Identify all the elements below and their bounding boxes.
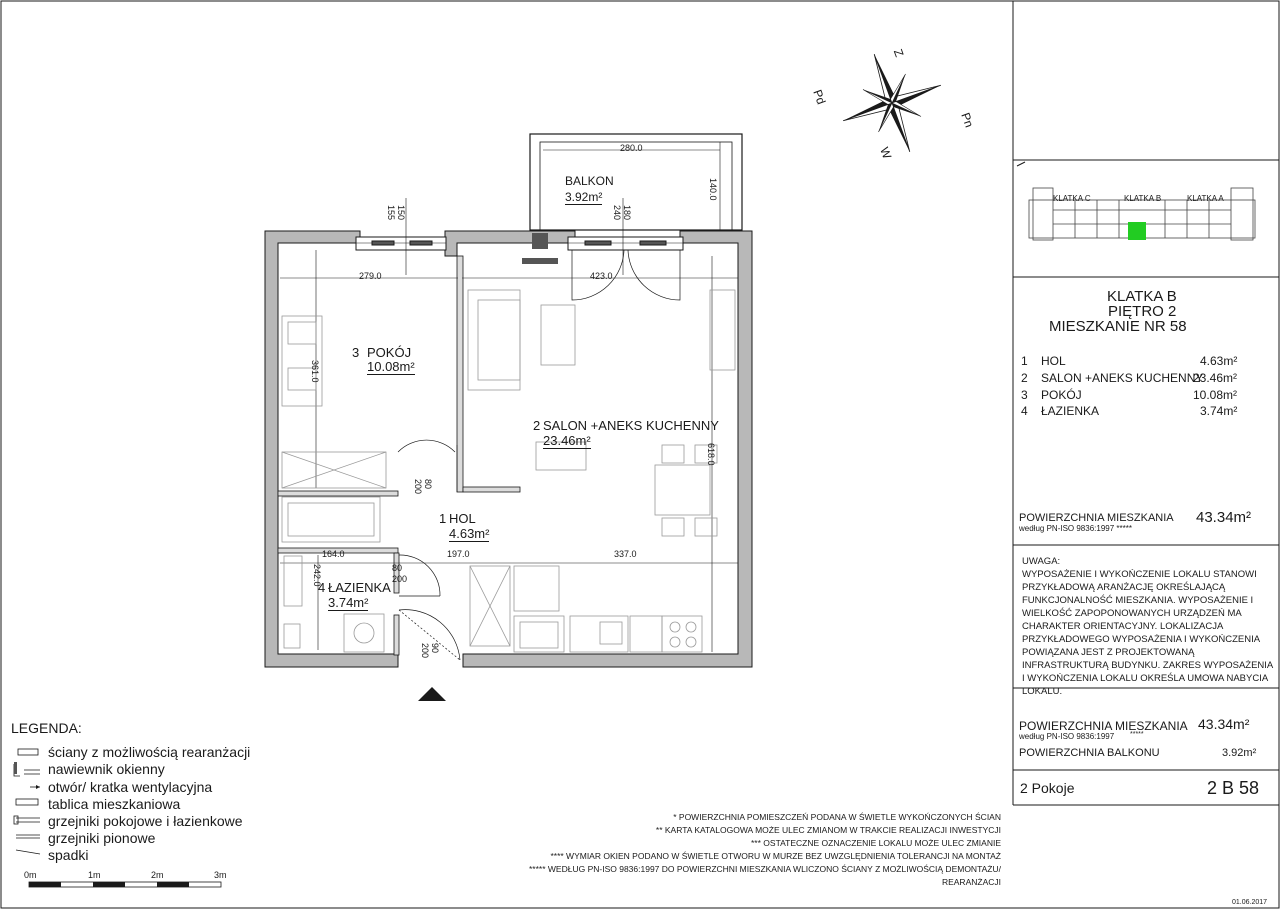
dim-door-entry-b: 200 [420,643,430,659]
dim-door-entry-a: 90 [430,643,440,654]
drawing-date: 01.06.2017 [1232,899,1268,906]
window-balcony [568,237,683,250]
footnote: **** WYMIAR OKIEN PODANO W ŚWIETLE OTWORU W MURZE BEZ UWZGLĘDNIENIA TOLERANCJI NA MONTAŻ [550,851,1001,861]
door-swings [398,250,680,660]
dim-hall-width: 197.0 [447,549,470,559]
dim-win-room-top: 150 [396,205,406,221]
dim-win-bal-top: 180 [622,205,632,221]
compass-north-label: Z [890,47,907,59]
scale-bar [28,880,228,890]
panel-total-sub: według PN-ISO 9836:1997 ***** [1019,524,1132,533]
panel-mieszkanie: MIESZKANIE NR 58 [1049,318,1187,335]
panel-balcony-label: POWIERZCHNIA BALKONU [1019,747,1160,759]
room-room-area: 10.08m² [367,359,415,374]
panel-total2-sub: według PN-ISO 9836:1997 [1019,732,1115,741]
room-bath-name: ŁAZIENKA [328,580,391,595]
panel-room-num: 1 [1021,354,1028,368]
legend-item: tablica mieszkaniowa [48,796,181,812]
scale-label: 2m [151,870,164,880]
dim-salon-depth: 618.0 [706,443,716,466]
legend-item: grzejniki pokojowe i łazienkowe [48,813,243,829]
legend-item: ściany z możliwością rearanżacji [48,744,251,760]
dim-kitchen-width: 337.0 [614,549,637,559]
room-bath-area: 3.74m² [328,595,369,610]
footnote: REARANŻACJI [941,877,1001,887]
room-balcony-name: BALKON [565,174,614,188]
footnote: ***** WEDŁUG PN-ISO 9836:1997 DO POWIERZCHNI MIESZKANIA WLICZONO ŚCIANY Z MOŻLIWOŚCIĄ DEMONTAŻU/ [529,864,1001,874]
panel-balcony-value: 3.92m² [1222,747,1257,759]
dim-bath-depth: 242.0 [312,564,322,587]
keyplan-label-c: KLATKA C [1053,194,1091,203]
scale-label: 0m [24,870,37,880]
window-room [356,237,446,250]
dim-bath-width: 164.0 [322,549,345,559]
entrance-arrow [418,687,446,701]
legend-item: otwór/ kratka wentylacyjna [48,779,213,795]
room-salon-area: 23.46m² [543,433,591,448]
dim-room-width: 279.0 [359,271,382,281]
dim-balcony-depth: 140.0 [708,178,718,201]
panel-pietro: PIĘTRO 2 [1108,303,1177,320]
room-hall-name: HOL [449,511,476,526]
dim-door-room-b: 200 [413,479,423,495]
dim-salon-width: 423.0 [590,271,613,281]
panel-total2-value: 43.34m² [1198,716,1250,732]
legend-item: spadki [48,847,89,863]
dim-door-bath-b: 200 [392,574,408,584]
footnote: *** OSTATECZNE OZNACZENIE LOKALU MOŻE ULEC ZMIANIE [751,838,1001,848]
panel-total-value: 43.34m² [1196,509,1252,526]
panel-room-name: ŁAZIENKA [1041,404,1100,418]
panel-code: 2 B 58 [1207,778,1260,798]
panel-room-num: 3 [1021,388,1028,402]
footnote: ** KARTA KATALOGOWA MOŻE ULEC ZMIANOM W TRAKCIE REALIZACJI INWESTYCJI [655,825,1001,835]
panel-klatka: KLATKA B [1107,288,1177,305]
room-hall-num: 1 [439,511,447,526]
footnote: * POWIERZCHNIA POMIESZCZEŃ PODANA W ŚWIETLE WYKOŃCZONYCH ŚCIAN [673,812,1001,822]
panel-room-name: SALON +ANEKS KUCHENNY [1041,371,1204,385]
panel-rooms-count: 2 Pokoje [1020,780,1075,796]
panel-room-name: HOL [1041,354,1066,368]
dim-balcony-width: 280.0 [620,143,643,153]
legend-item: grzejniki pionowe [48,830,156,846]
keyplan-label-b: KLATKA B [1124,194,1162,203]
room-salon-num: 2 [533,418,541,433]
room-salon-name: SALON +ANEKS KUCHENNY [543,418,719,433]
panel-total2-label: POWIERZCHNIA MIESZKANIA [1019,719,1188,733]
panel-room-num: 2 [1021,371,1028,385]
dim-room-depth: 361.0 [310,360,320,383]
panel-room-name: POKÓJ [1041,388,1082,402]
legend-item: nawiewnik okienny [48,761,165,777]
room-room-name: POKÓJ [367,345,412,360]
dim-win-bal-bottom: 240 [612,205,622,221]
scale-label: 1m [88,870,101,880]
legend-title: LEGENDA: [11,720,82,736]
scale-label: 3m [214,870,227,880]
room-room-num: 3 [352,345,360,360]
panel-uwaga-title: UWAGA: [1022,556,1061,567]
dim-door-room-a: 80 [423,479,433,490]
panel-uwaga-text: WYPOSAŻENIE I WYKOŃCZENIE LOKALU STANOWI PRZYKŁADOWĄ ARANŻACJĘ OKREŚLAJĄCĄ FUNKCJONALNOŚĆ MIESZKANIA. WYPOSAŻENIE I WIELKOŚĆ ZAPOPONOWANYCH URZĄDZEŃ MA CHARAKTER ORIENTACYJNY. LOKALIZACJA PRZYKŁADOWEGO WYPOSAŻENIA I WYKOŃCZENIA POWIĄZANA JEST Z PROJEKTOWANĄ INFRASTRUKTURĄ BUDYNKU. ZAKRES WYPOSAŻENIA I WYKOŃCZENIA LOKALU OKREŚLA UMOWA NABYCIA LOKALU. [1022,569,1274,697]
room-hall-area: 4.63m² [449,526,490,541]
legend-symbols [10,742,46,862]
panel-room-area: 4.63m² [1200,354,1238,368]
panel-total2-stars: ***** [1130,731,1144,738]
panel-room-area: 10.08m² [1193,388,1238,402]
compass-west-label: Pd [810,87,829,107]
panel-room-area: 23.46m² [1193,371,1238,385]
dim-door-bath-a: 80 [392,563,403,573]
room-bath-num: 4 [318,580,326,595]
panel-room-num: 4 [1021,404,1028,418]
compass-east-label: Pn [958,110,977,130]
keyplan-label-a: KLATKA A [1187,194,1224,203]
panel-room-area: 3.74m² [1200,404,1238,418]
dim-win-room-bottom: 155 [386,205,396,221]
compass-south-label: W [877,145,895,161]
panel-total-label: POWIERZCHNIA MIESZKANIA [1019,512,1174,524]
keyplan-map [1015,160,1277,275]
footnotes [529,811,1001,889]
room-balcony-area: 3.92m² [565,190,603,204]
